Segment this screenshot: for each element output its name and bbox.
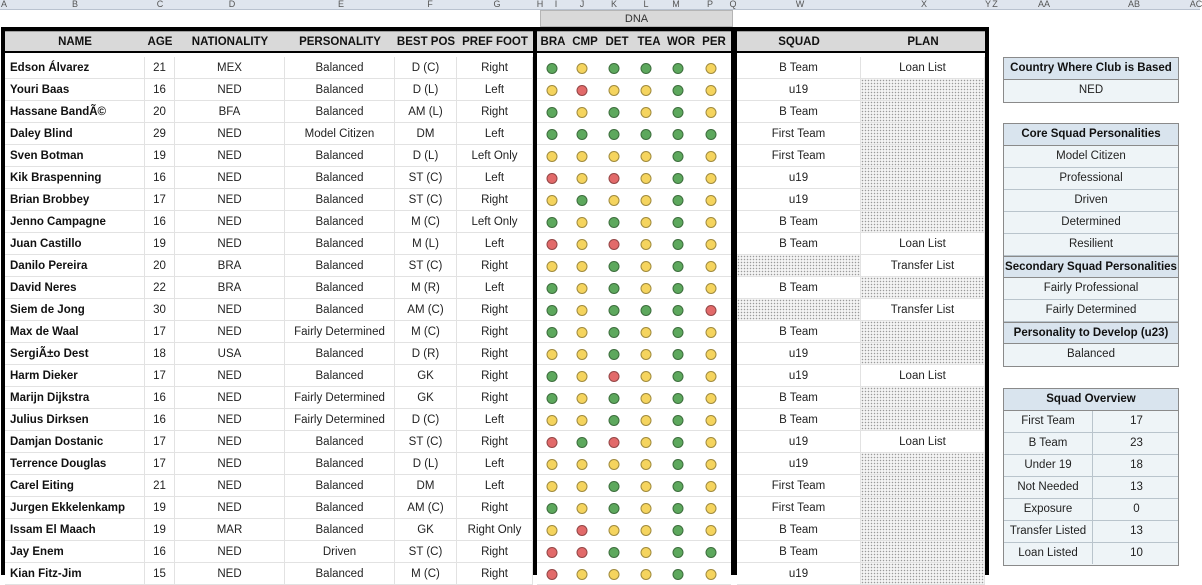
player-age[interactable]: 20 (145, 101, 175, 123)
personality-panel (1003, 123, 1179, 367)
player-personality[interactable]: Balanced (285, 431, 395, 453)
player-name[interactable]: Max de Waal (5, 321, 145, 343)
overview-value[interactable]: 18 (1092, 455, 1180, 476)
player-name[interactable]: Juan Castillo (5, 233, 145, 255)
header-tea[interactable]: TEA (637, 36, 661, 48)
player-squad[interactable]: First Team (737, 475, 861, 497)
player-squad[interactable]: B Team (737, 321, 861, 343)
header-cmp[interactable]: CMP (572, 36, 598, 48)
overview-row (1004, 543, 1178, 565)
player-personality[interactable]: Fairly Determined (285, 409, 395, 431)
player-squad[interactable]: First Team (737, 145, 861, 167)
overview-value[interactable]: 17 (1092, 411, 1180, 432)
player-best-pos[interactable]: M (C) (395, 563, 457, 585)
column-letter[interactable]: W (795, 0, 805, 9)
player-pref-foot[interactable]: Right (457, 431, 533, 453)
squad-plan-frame (733, 27, 989, 575)
header-det[interactable]: DET (605, 36, 629, 48)
player-squad[interactable]: B Team (737, 519, 861, 541)
column-letter[interactable]: AC (1189, 0, 1202, 9)
player-best-pos[interactable]: AM (L) (395, 101, 457, 123)
overview-row (1004, 521, 1178, 543)
player-pref-foot[interactable]: Right Only (457, 519, 533, 541)
player-nationality[interactable]: NED (175, 387, 285, 409)
column-header-strip (0, 0, 1200, 10)
player-pref-foot[interactable]: Left (457, 167, 533, 189)
player-personality[interactable]: Balanced (285, 563, 395, 585)
secondary-personality[interactable]: Fairly Professional (1004, 278, 1178, 300)
player-age[interactable]: 16 (145, 211, 175, 233)
player-pref-foot[interactable]: Right (457, 189, 533, 211)
player-pref-foot[interactable]: Right (457, 497, 533, 519)
header-best-pos[interactable]: BEST POS (396, 36, 456, 48)
player-nationality[interactable]: NED (175, 233, 285, 255)
core-personality[interactable]: Model Citizen (1004, 146, 1178, 168)
player-pref-foot[interactable]: Left (457, 409, 533, 431)
column-letter[interactable]: AA (1037, 0, 1051, 9)
player-squad[interactable]: B Team (737, 277, 861, 299)
overview-label: B Team (1028, 437, 1068, 449)
player-pref-foot[interactable]: Right (457, 255, 533, 277)
column-letter[interactable]: C (156, 0, 164, 9)
overview-row (1004, 411, 1178, 433)
player-personality[interactable]: Balanced (285, 211, 395, 233)
player-name[interactable]: Danilo Pereira (5, 255, 145, 277)
player-nationality[interactable]: USA (175, 343, 285, 365)
player-squad[interactable]: u19 (737, 79, 861, 101)
column-letter[interactable]: M (672, 0, 680, 9)
player-age[interactable]: 17 (145, 321, 175, 343)
player-age[interactable]: 16 (145, 541, 175, 563)
player-best-pos[interactable]: M (L) (395, 233, 457, 255)
player-personality[interactable]: Balanced (285, 299, 395, 321)
player-pref-foot[interactable]: Right (457, 101, 533, 123)
player-age[interactable]: 16 (145, 79, 175, 101)
player-best-pos[interactable]: ST (C) (395, 255, 457, 277)
player-plan[interactable]: Loan List (861, 233, 985, 255)
player-personality[interactable]: Balanced (285, 519, 395, 541)
column-letter[interactable]: L (643, 0, 649, 9)
player-name[interactable]: Jay Enem (5, 541, 145, 563)
player-personality[interactable]: Balanced (285, 79, 395, 101)
overview-label: Loan Listed (1018, 547, 1078, 559)
overview-value[interactable]: 23 (1092, 433, 1180, 454)
player-name[interactable]: Marijn Dijkstra (5, 387, 145, 409)
player-squad[interactable]: B Team (737, 57, 861, 79)
player-best-pos[interactable]: M (C) (395, 211, 457, 233)
header-personality[interactable]: PERSONALITY (299, 36, 381, 48)
player-name[interactable]: Terrence Douglas (5, 453, 145, 475)
player-age[interactable]: 20 (145, 255, 175, 277)
secondary-personalities-title: Secondary Squad Personalities (1004, 256, 1178, 278)
player-nationality[interactable]: NED (175, 541, 285, 563)
player-pref-foot[interactable]: Right (457, 563, 533, 585)
overview-label: Under 19 (1024, 459, 1072, 471)
player-age[interactable]: 17 (145, 365, 175, 387)
player-nationality[interactable]: NED (175, 453, 285, 475)
player-nationality[interactable]: NED (175, 211, 285, 233)
player-personality[interactable]: Balanced (285, 497, 395, 519)
player-age[interactable]: 17 (145, 453, 175, 475)
player-personality[interactable]: Fairly Determined (285, 321, 395, 343)
player-nationality[interactable]: NED (175, 189, 285, 211)
player-nationality[interactable]: MEX (175, 57, 285, 79)
overview-row (1004, 499, 1178, 521)
player-personality[interactable]: Balanced (285, 365, 395, 387)
player-name[interactable]: Kik Braspenning (5, 167, 145, 189)
dna-group-header: DNA (540, 10, 733, 27)
column-letter[interactable]: G (493, 0, 501, 9)
player-plan[interactable]: Loan List (861, 365, 985, 387)
develop-personality-value[interactable]: Balanced (1004, 344, 1178, 366)
player-name[interactable]: Carel Eiting (5, 475, 145, 497)
core-personality[interactable]: Driven (1004, 190, 1178, 212)
column-letter[interactable]: K (610, 0, 618, 9)
header-per[interactable]: PER (702, 36, 726, 48)
overview-label: Exposure (1023, 503, 1073, 515)
player-nationality[interactable]: NED (175, 299, 285, 321)
player-personality[interactable]: Balanced (285, 189, 395, 211)
player-age[interactable]: 17 (145, 189, 175, 211)
player-age[interactable]: 16 (145, 167, 175, 189)
player-nationality[interactable]: NED (175, 321, 285, 343)
header-squad[interactable]: SQUAD (778, 36, 820, 48)
player-age[interactable]: 15 (145, 563, 175, 585)
column-letter[interactable]: Z (992, 0, 998, 9)
player-name[interactable]: Youri Baas (5, 79, 145, 101)
player-squad[interactable]: u19 (737, 431, 861, 453)
player-nationality[interactable]: BRA (175, 277, 285, 299)
player-squad[interactable]: B Team (737, 101, 861, 123)
player-pref-foot[interactable]: Left (457, 79, 533, 101)
overview-row (1004, 477, 1178, 499)
player-plan[interactable]: Loan List (861, 431, 985, 453)
player-nationality[interactable]: NED (175, 123, 285, 145)
player-name[interactable]: Jurgen Ekkelenkamp (5, 497, 145, 519)
secondary-personality[interactable]: Fairly Determined (1004, 300, 1178, 322)
player-info-frame (1, 27, 537, 575)
player-plan[interactable]: Transfer List (861, 299, 985, 321)
player-age[interactable]: 18 (145, 343, 175, 365)
header-bra[interactable]: BRA (540, 36, 566, 48)
player-plan[interactable]: Loan List (861, 57, 985, 79)
header-plan[interactable]: PLAN (907, 36, 939, 48)
overview-label: Transfer Listed (1009, 525, 1087, 537)
player-pref-foot[interactable]: Left Only (457, 145, 533, 167)
player-squad[interactable]: First Team (737, 123, 861, 145)
player-squad[interactable]: u19 (737, 189, 861, 211)
player-name[interactable]: Edson Álvarez (5, 57, 145, 79)
player-age[interactable]: 16 (145, 409, 175, 431)
player-nationality[interactable]: BRA (175, 255, 285, 277)
player-nationality[interactable]: NED (175, 167, 285, 189)
player-personality[interactable]: Balanced (285, 343, 395, 365)
player-personality[interactable]: Balanced (285, 233, 395, 255)
player-pref-foot[interactable]: Left (457, 453, 533, 475)
player-squad[interactable]: First Team (737, 497, 861, 519)
column-letter[interactable]: D (228, 0, 236, 9)
player-personality[interactable]: Fairly Determined (285, 387, 395, 409)
player-name[interactable]: Hassane BandÃ© (5, 101, 145, 123)
player-name[interactable]: Daley Blind (5, 123, 145, 145)
player-pref-foot[interactable]: Left (457, 277, 533, 299)
player-personality[interactable]: Balanced (285, 57, 395, 79)
player-squad[interactable]: B Team (737, 409, 861, 431)
header-age[interactable]: AGE (147, 36, 173, 48)
player-name[interactable]: SergiÃ±o Dest (5, 343, 145, 365)
player-age[interactable]: 21 (145, 475, 175, 497)
player-best-pos[interactable]: D (L) (395, 145, 457, 167)
player-age[interactable]: 19 (145, 145, 175, 167)
player-age[interactable]: 19 (145, 497, 175, 519)
player-pref-foot[interactable]: Right (457, 343, 533, 365)
player-best-pos[interactable]: GK (395, 519, 457, 541)
player-best-pos[interactable]: DM (395, 123, 457, 145)
column-letter[interactable]: A (0, 0, 8, 9)
player-pref-foot[interactable]: Right (457, 299, 533, 321)
player-nationality[interactable]: BFA (175, 101, 285, 123)
core-personality[interactable]: Professional (1004, 168, 1178, 190)
player-pref-foot[interactable]: Right (457, 387, 533, 409)
player-name[interactable]: David Neres (5, 277, 145, 299)
country-panel (1003, 57, 1179, 103)
develop-personality-title: Personality to Develop (u23) (1004, 322, 1178, 344)
header-name[interactable]: NAME (58, 36, 92, 48)
column-letter[interactable]: B (71, 0, 79, 9)
player-name[interactable]: Brian Brobbey (5, 189, 145, 211)
column-letter[interactable]: X (920, 0, 928, 9)
overview-value[interactable]: 13 (1092, 477, 1180, 498)
squad-overview-title: Squad Overview (1004, 389, 1178, 411)
player-age[interactable]: 21 (145, 57, 175, 79)
player-nationality[interactable]: NED (175, 409, 285, 431)
player-best-pos[interactable]: ST (C) (395, 431, 457, 453)
player-nationality[interactable]: NED (175, 365, 285, 387)
player-name[interactable]: Kian Fitz-Jim (5, 563, 145, 585)
player-age[interactable]: 22 (145, 277, 175, 299)
header-pref-foot[interactable]: PREF FOOT (462, 36, 528, 48)
player-personality[interactable]: Balanced (285, 101, 395, 123)
player-age[interactable]: 30 (145, 299, 175, 321)
player-nationality[interactable]: NED (175, 497, 285, 519)
player-name[interactable]: Siem de Jong (5, 299, 145, 321)
player-pref-foot[interactable]: Left (457, 123, 533, 145)
player-age[interactable]: 29 (145, 123, 175, 145)
player-name[interactable]: Sven Botman (5, 145, 145, 167)
player-squad[interactable]: u19 (737, 365, 861, 387)
header-nationality[interactable]: NATIONALITY (191, 36, 269, 48)
overview-row (1004, 455, 1178, 477)
dna-frame (533, 27, 735, 575)
squad-overview-panel (1003, 388, 1179, 566)
player-squad[interactable]: u19 (737, 167, 861, 189)
player-age[interactable]: 19 (145, 233, 175, 255)
player-squad[interactable]: u19 (737, 343, 861, 365)
player-best-pos[interactable]: AM (C) (395, 497, 457, 519)
player-pref-foot[interactable]: Left (457, 233, 533, 255)
player-best-pos[interactable]: DM (395, 475, 457, 497)
player-personality[interactable]: Balanced (285, 255, 395, 277)
column-letter[interactable]: H (536, 0, 544, 9)
player-name[interactable]: Jenno Campagne (5, 211, 145, 233)
overview-value[interactable]: 0 (1092, 499, 1180, 520)
player-personality[interactable]: Balanced (285, 475, 395, 497)
player-nationality[interactable]: NED (175, 431, 285, 453)
column-letter[interactable]: I (554, 0, 558, 9)
player-best-pos[interactable]: ST (C) (395, 167, 457, 189)
player-squad[interactable]: u19 (737, 563, 861, 585)
overview-label: Not Needed (1017, 481, 1079, 493)
core-personalities-title: Core Squad Personalities (1004, 124, 1178, 146)
column-letter[interactable]: E (337, 0, 345, 9)
player-pref-foot[interactable]: Left Only (457, 211, 533, 233)
player-squad[interactable]: u19 (737, 453, 861, 475)
header-wor[interactable]: WOR (666, 36, 696, 48)
player-squad[interactable]: B Team (737, 211, 861, 233)
player-best-pos[interactable]: M (C) (395, 321, 457, 343)
overview-label: First Team (1021, 415, 1075, 427)
player-personality[interactable]: Balanced (285, 145, 395, 167)
player-age[interactable]: 16 (145, 387, 175, 409)
player-best-pos[interactable]: GK (395, 387, 457, 409)
player-pref-foot[interactable]: Right (457, 541, 533, 563)
player-best-pos[interactable]: D (C) (395, 409, 457, 431)
country-value[interactable]: NED (1004, 80, 1178, 102)
player-best-pos[interactable]: GK (395, 365, 457, 387)
player-best-pos[interactable]: D (L) (395, 79, 457, 101)
column-letter[interactable]: Y (984, 0, 992, 9)
player-best-pos[interactable]: D (C) (395, 57, 457, 79)
column-letter[interactable]: J (579, 0, 585, 9)
column-letter[interactable]: F (427, 0, 433, 9)
overview-value[interactable]: 10 (1092, 543, 1180, 564)
country-panel-title: Country Where Club is Based (1004, 58, 1178, 80)
player-best-pos[interactable]: AM (C) (395, 299, 457, 321)
player-name[interactable]: Julius Dirksen (5, 409, 145, 431)
player-best-pos[interactable]: M (R) (395, 277, 457, 299)
player-nationality[interactable]: MAR (175, 519, 285, 541)
player-personality[interactable]: Balanced (285, 453, 395, 475)
overview-row (1004, 433, 1178, 455)
player-squad[interactable]: B Team (737, 233, 861, 255)
overview-value[interactable]: 13 (1092, 521, 1180, 542)
player-nationality[interactable]: NED (175, 79, 285, 101)
player-personality[interactable]: Driven (285, 541, 395, 563)
player-nationality[interactable]: NED (175, 563, 285, 585)
column-letter[interactable]: Q (729, 0, 737, 9)
player-name[interactable]: Issam El Maach (5, 519, 145, 541)
player-personality[interactable]: Balanced (285, 167, 395, 189)
player-personality[interactable]: Balanced (285, 277, 395, 299)
player-best-pos[interactable]: D (R) (395, 343, 457, 365)
player-squad[interactable]: B Team (737, 541, 861, 563)
player-name[interactable]: Damjan Dostanic (5, 431, 145, 453)
player-name[interactable]: Harm Dieker (5, 365, 145, 387)
player-pref-foot[interactable]: Left (457, 475, 533, 497)
player-squad[interactable]: B Team (737, 387, 861, 409)
player-pref-foot[interactable]: Right (457, 365, 533, 387)
player-age[interactable]: 17 (145, 431, 175, 453)
column-letter[interactable]: P (706, 0, 714, 9)
player-age[interactable]: 19 (145, 519, 175, 541)
player-nationality[interactable]: NED (175, 475, 285, 497)
player-best-pos[interactable]: D (L) (395, 453, 457, 475)
player-best-pos[interactable]: ST (C) (395, 189, 457, 211)
player-pref-foot[interactable]: Right (457, 57, 533, 79)
player-pref-foot[interactable]: Right (457, 321, 533, 343)
core-personality[interactable]: Resilient (1004, 234, 1178, 256)
player-plan[interactable]: Transfer List (861, 255, 985, 277)
player-personality[interactable]: Model Citizen (285, 123, 395, 145)
core-personality[interactable]: Determined (1004, 212, 1178, 234)
player-nationality[interactable]: NED (175, 145, 285, 167)
column-letter[interactable]: AB (1127, 0, 1141, 9)
player-best-pos[interactable]: ST (C) (395, 541, 457, 563)
